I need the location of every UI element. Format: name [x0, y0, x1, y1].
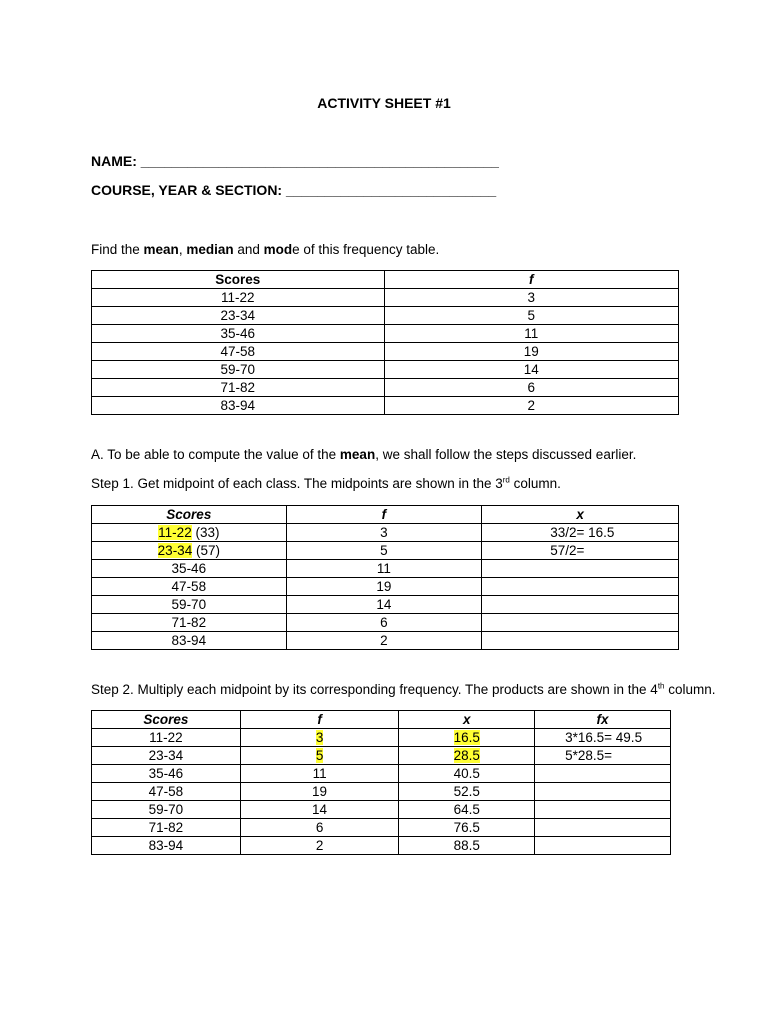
frequency-cell: 6	[384, 379, 678, 397]
frequency-cell: 6	[286, 614, 482, 632]
product-value: 3*16.5= 49.5	[565, 730, 643, 745]
class-interval: 47-58	[171, 579, 207, 594]
intro-mode-tail: e	[292, 242, 300, 257]
part-a-instruction	[91, 447, 636, 462]
scores-cell: 35-46	[92, 325, 385, 343]
step2-instruction	[91, 682, 716, 697]
header-f: f	[384, 271, 678, 289]
step2-suffix: column.	[664, 682, 716, 697]
midpoint-cell	[482, 632, 679, 650]
table-row	[92, 343, 679, 361]
intro-instruction	[91, 242, 439, 257]
midpoint-cell	[399, 747, 535, 765]
table-row	[92, 819, 671, 837]
frequency-cell	[240, 747, 399, 765]
step2-prefix: Step 2. Multiply each midpoint by its corresponding frequency. The products are shown in the 4	[91, 682, 658, 697]
midpoint-cell	[399, 765, 535, 783]
midpoint-cell	[399, 801, 535, 819]
product-cell	[535, 729, 671, 747]
midpoint-cell	[482, 542, 679, 560]
table-row	[92, 578, 679, 596]
frequency-value: 6	[315, 820, 324, 835]
product-cell	[535, 819, 671, 837]
frequency-cell: 19	[286, 578, 482, 596]
table-row	[92, 307, 679, 325]
scores-cell: 47-58	[92, 343, 385, 361]
scores-cell: 59-70	[92, 361, 385, 379]
class-limit-sum: (57)	[192, 543, 220, 558]
scores-cell	[92, 578, 287, 596]
table-row	[92, 542, 679, 560]
table-row	[92, 729, 671, 747]
product-cell	[535, 783, 671, 801]
header-x: x	[482, 506, 679, 524]
header-x: x	[399, 711, 535, 729]
product-cell	[535, 837, 671, 855]
frequency-cell	[240, 783, 399, 801]
table-row	[92, 397, 679, 415]
step1-prefix: Step 1. Get midpoint of each class. The midpoints are shown in the 3	[91, 476, 503, 491]
header-scores: Scores	[92, 711, 241, 729]
midpoint-cell	[482, 578, 679, 596]
table-row	[92, 289, 679, 307]
class-interval: 59-70	[171, 597, 207, 612]
table-header-row	[92, 271, 679, 289]
midpoint-value: 57/2=	[550, 543, 585, 558]
table-row	[92, 801, 671, 819]
class-interval: 23-34	[157, 543, 193, 558]
intro-median-word: median	[186, 242, 234, 257]
frequency-value: 11	[312, 766, 327, 781]
frequency-value: 19	[312, 784, 328, 799]
midpoint-cell	[482, 596, 679, 614]
table-row	[92, 783, 671, 801]
table-row	[92, 361, 679, 379]
scores-cell: 11-22	[92, 729, 241, 747]
scores-cell	[92, 596, 287, 614]
frequency-cell: 2	[286, 632, 482, 650]
frequency-table	[91, 270, 679, 415]
name-field-label: NAME: ______________________________________________	[91, 153, 499, 169]
class-interval: 35-46	[171, 561, 207, 576]
scores-cell	[92, 524, 287, 542]
frequency-cell	[240, 729, 399, 747]
table-header-row	[92, 506, 679, 524]
intro-sep2: and	[233, 242, 264, 257]
frequency-cell	[240, 765, 399, 783]
midpoint-value: 28.5	[453, 748, 480, 763]
table-row	[92, 379, 679, 397]
table-row	[92, 524, 679, 542]
part-a-suffix: , we shall follow the steps discussed earlier.	[375, 447, 637, 462]
midpoint-cell	[399, 819, 535, 837]
scores-cell: 83-94	[92, 397, 385, 415]
frequency-value: 5	[315, 748, 324, 763]
intro-suffix: of this frequency table.	[299, 242, 440, 257]
frequency-cell	[240, 837, 399, 855]
frequency-cell: 11	[286, 560, 482, 578]
class-interval: 71-82	[171, 615, 207, 630]
midpoint-value: 76.5	[453, 820, 480, 835]
frequency-value: 3	[315, 730, 324, 745]
frequency-cell	[240, 819, 399, 837]
frequency-cell: 14	[384, 361, 678, 379]
midpoint-table	[91, 505, 679, 650]
midpoint-cell	[399, 837, 535, 855]
scores-cell: 47-58	[92, 783, 241, 801]
part-a-prefix: A. To be able to compute the value of the	[91, 447, 340, 462]
midpoint-cell	[482, 524, 679, 542]
scores-cell: 59-70	[92, 801, 241, 819]
header-f: f	[240, 711, 399, 729]
product-cell	[535, 801, 671, 819]
midpoint-cell	[399, 729, 535, 747]
scores-cell	[92, 560, 287, 578]
intro-mean-word: mean	[143, 242, 179, 257]
table-row	[92, 747, 671, 765]
frequency-cell: 3	[384, 289, 678, 307]
table-header-row	[92, 711, 671, 729]
frequency-value: 2	[315, 838, 324, 853]
table-row	[92, 560, 679, 578]
midpoint-cell	[399, 783, 535, 801]
table-row	[92, 765, 671, 783]
midpoint-cell	[482, 560, 679, 578]
midpoint-value: 64.5	[453, 802, 480, 817]
midpoint-value: 33/2= 16.5	[550, 525, 615, 540]
step2-superscript: th	[657, 681, 665, 691]
class-interval: 11-22	[158, 525, 192, 540]
table-row	[92, 325, 679, 343]
table-row	[92, 837, 671, 855]
product-value: 5*28.5=	[565, 748, 613, 763]
midpoint-value: 52.5	[453, 784, 480, 799]
part-a-mean-word: mean	[339, 447, 376, 462]
frequency-cell: 11	[384, 325, 678, 343]
product-cell	[535, 747, 671, 765]
scores-cell: 23-34	[92, 747, 241, 765]
midpoint-value: 88.5	[453, 838, 480, 853]
scores-cell	[92, 632, 287, 650]
midpoint-cell	[482, 614, 679, 632]
course-field-label: COURSE, YEAR & SECTION: ___________________________	[91, 182, 497, 198]
scores-cell: 83-94	[92, 837, 241, 855]
frequency-cell: 3	[286, 524, 482, 542]
frequency-cell: 2	[384, 397, 678, 415]
scores-cell: 11-22	[92, 289, 385, 307]
scores-cell: 35-46	[92, 765, 241, 783]
frequency-cell: 5	[384, 307, 678, 325]
frequency-cell: 5	[286, 542, 482, 560]
product-cell	[535, 765, 671, 783]
header-f: f	[286, 506, 482, 524]
table-row	[92, 614, 679, 632]
header-scores: Scores	[92, 506, 287, 524]
intro-mode-word: mod	[263, 242, 293, 257]
header-fx: fx	[535, 711, 671, 729]
class-interval: 83-94	[171, 633, 207, 648]
intro-sep1: ,	[178, 242, 187, 257]
scores-cell: 71-82	[92, 819, 241, 837]
page-title: ACTIVITY SHEET #1	[317, 95, 451, 111]
step1-suffix: column.	[509, 476, 561, 491]
header-scores: Scores	[92, 271, 385, 289]
frequency-cell: 14	[286, 596, 482, 614]
class-limit-sum: (33)	[191, 525, 220, 540]
scores-cell: 23-34	[92, 307, 385, 325]
table-row	[92, 596, 679, 614]
table-row	[92, 632, 679, 650]
frequency-value: 14	[312, 802, 328, 817]
product-table	[91, 710, 671, 855]
midpoint-value: 40.5	[453, 766, 480, 781]
frequency-cell	[240, 801, 399, 819]
step1-instruction	[91, 476, 561, 491]
intro-prefix: Find the	[91, 242, 144, 257]
midpoint-value: 16.5	[453, 730, 480, 745]
frequency-cell: 19	[384, 343, 678, 361]
scores-cell	[92, 542, 287, 560]
scores-cell: 71-82	[92, 379, 385, 397]
scores-cell	[92, 614, 287, 632]
step1-superscript: rd	[502, 475, 510, 485]
